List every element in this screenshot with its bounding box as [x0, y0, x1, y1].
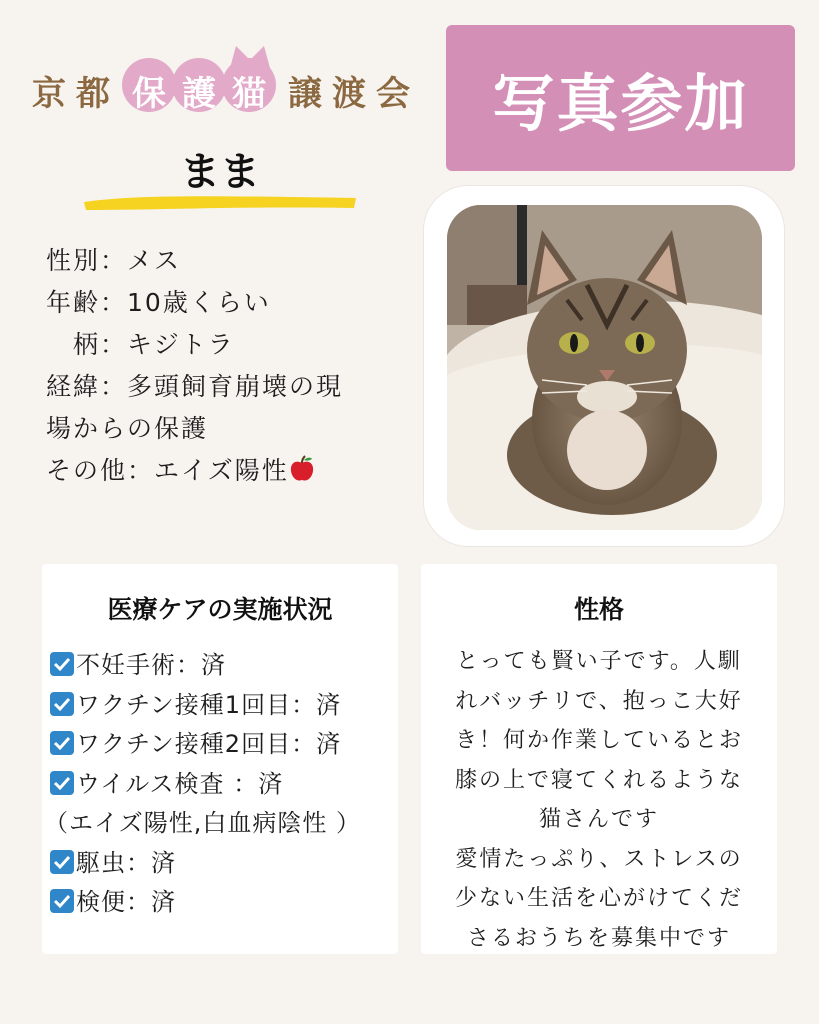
logo-char: 京 — [32, 74, 66, 114]
personality-line: き！何か作業しているとお — [454, 728, 743, 753]
personality-line: とっても賢い子です。人馴 — [456, 649, 742, 674]
medical-item-text: ウイルス検査 ：済 — [76, 769, 284, 798]
medical-list — [44, 646, 395, 923]
medical-item-text: 駆虫：済 — [76, 848, 176, 877]
tabby-cat-photo-icon — [447, 205, 762, 530]
medical-item-text: 検便：済 — [76, 888, 176, 916]
logo-char: 都 — [76, 74, 110, 114]
logo-char: 猫 — [232, 74, 266, 114]
medical-care-card — [42, 564, 398, 954]
medical-item — [50, 646, 395, 686]
personality-line: さるおうちを募集中です — [466, 925, 731, 951]
org-logo — [32, 44, 432, 124]
personality-line: 愛情たっぷり、ストレスの — [455, 846, 743, 872]
personality-text — [431, 642, 767, 958]
medical-item-note: （エイズ陽性,白血病陰性 ） — [44, 809, 362, 837]
medical-item-text: 不妊手術：済 — [76, 651, 226, 679]
logo-char: 譲 — [288, 74, 322, 114]
cat-ears-icon — [228, 44, 272, 68]
checkbox-checked-icon — [50, 692, 74, 716]
medical-item — [50, 725, 395, 765]
checkbox-checked-icon — [50, 652, 74, 676]
personality-card — [421, 564, 777, 954]
medical-item — [50, 883, 395, 923]
cat-name: まま — [180, 149, 260, 195]
profile-age: 年齢：10歳くらい — [46, 288, 271, 317]
personality-line: 少ない生活を心がけてくだ — [454, 886, 743, 911]
medical-item — [50, 844, 395, 884]
checkbox-checked-icon — [50, 889, 74, 913]
profile-pattern: 柄：キジトラ — [46, 330, 235, 359]
profile-other-text: その他：エイズ陽性 — [46, 456, 289, 485]
personality-line: れバッチリで、抱っこ大好 — [455, 688, 743, 714]
medical-item — [50, 765, 395, 805]
medical-item-text: ワクチン接種1回目：済 — [76, 690, 342, 719]
photo-participation-tag — [446, 25, 795, 171]
checkbox-checked-icon — [50, 731, 74, 755]
profile-sex: 性別：メス — [46, 246, 182, 275]
logo-char: 渡 — [332, 74, 366, 114]
medical-item-text: ワクチン接種2回目：済 — [76, 730, 342, 758]
checkbox-checked-icon — [50, 850, 74, 874]
cat-profile — [46, 240, 416, 492]
medical-item — [50, 686, 395, 726]
personality-title: 性格 — [573, 595, 624, 624]
profile-background: 経緯：多頭飼育崩壊の現 — [46, 372, 344, 401]
logo-char: 会 — [376, 74, 410, 114]
logo-char: 保 — [132, 74, 166, 114]
checkbox-checked-icon — [50, 771, 74, 795]
personality-line: 猫さんです — [538, 807, 659, 832]
medical-title: 医療ケアの実施状況 — [107, 595, 333, 624]
logo-char: 護 — [182, 74, 216, 114]
personality-line: 膝の上で寝てくれるような — [454, 767, 743, 793]
profile-background-cont: 場からの保護 — [46, 414, 209, 443]
cat-photo — [447, 205, 762, 530]
apple-icon — [289, 455, 315, 483]
profile-other — [46, 450, 416, 492]
tag-label: 写真参加 — [492, 66, 749, 140]
